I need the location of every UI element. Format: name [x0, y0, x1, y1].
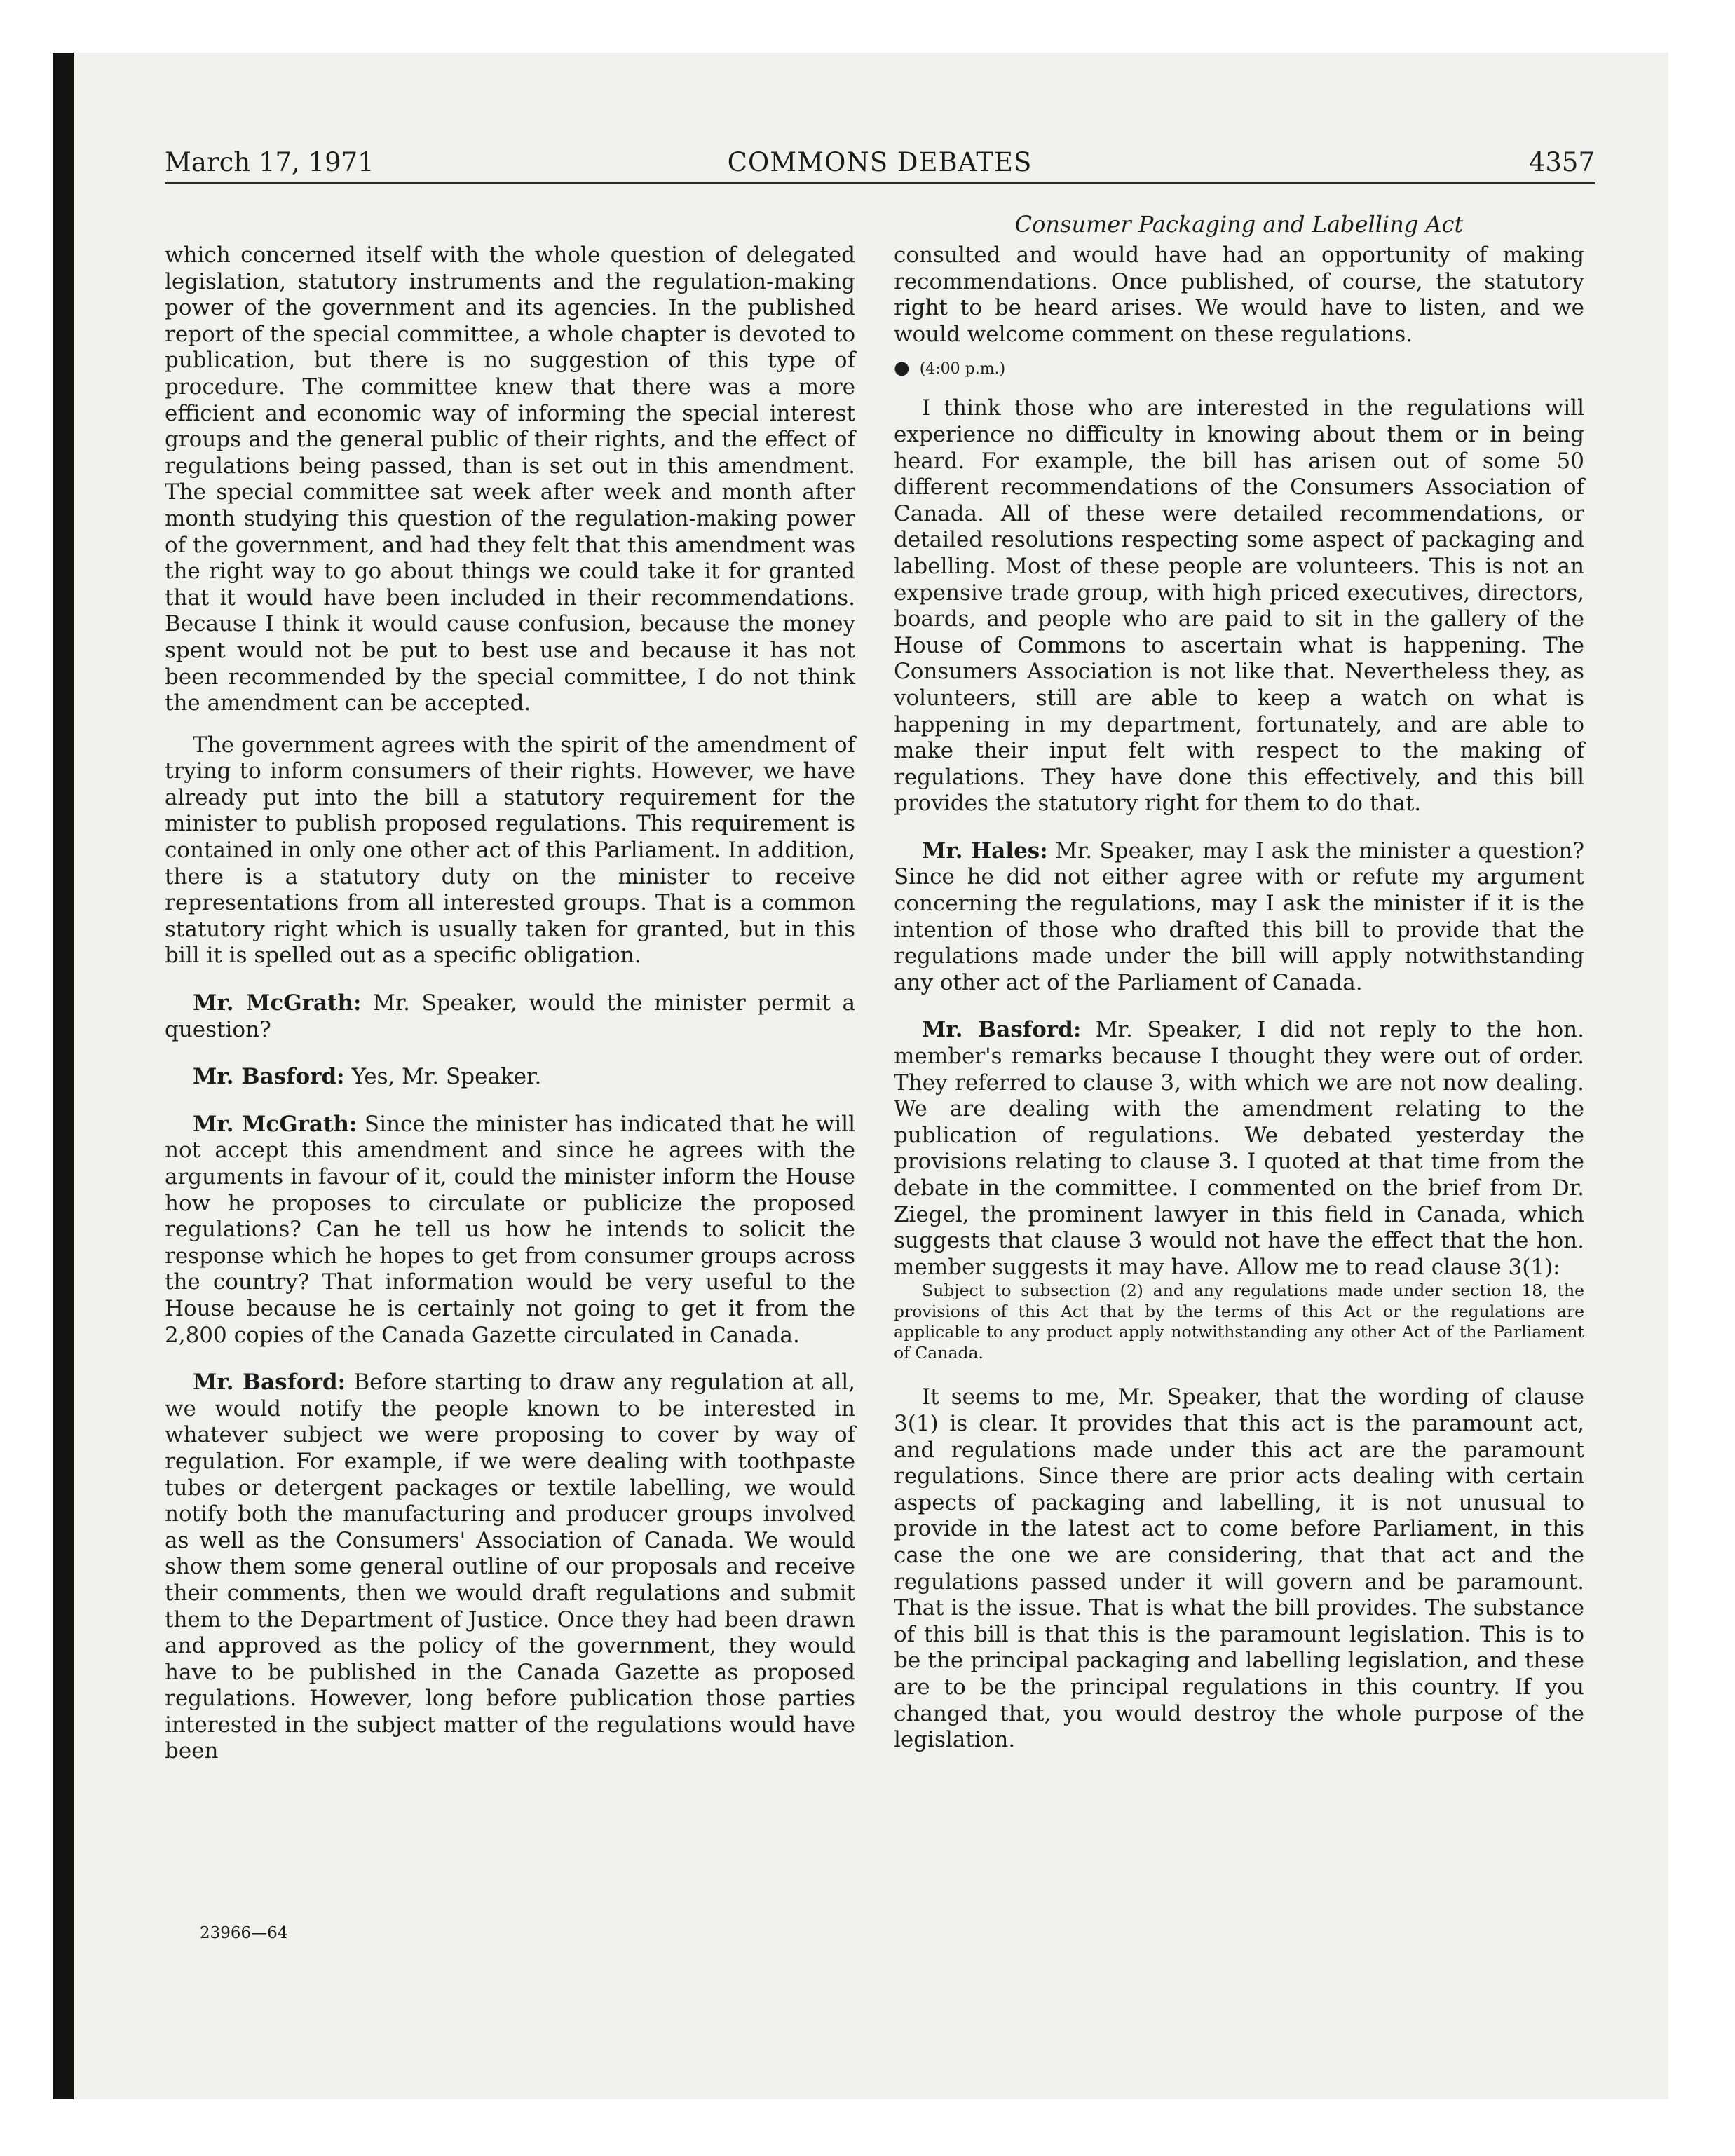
speech	[165, 1370, 855, 1765]
speech	[165, 1112, 855, 1349]
scan-edge	[53, 53, 74, 2099]
quoted-clause: Subject to subsection (2) and any regulations made under section 18, the provisions of this Act that by the terms of this Act or the regulations are applicable to any product apply notwithstanding any other Act of the Parliament of Canada.	[894, 1281, 1584, 1363]
speech	[165, 1064, 855, 1091]
header-title: COMMONS DEBATES	[727, 147, 1033, 177]
speaker-name: Mr. Hales:	[922, 838, 1048, 864]
paragraph: It seems to me, Mr. Speaker, that the wording of clause 3(1) is clear. It provides that this act is the paramount act, and regulations made under this act are the paramount regulations. Since there are prior acts dealing with certain aspects of packaging and labelling, it is not unusual to provide in the latest act to come before Parliament, in this case the one we are considering, that that act and the regulations passed under it will govern and be paramount. That is the issue. That is what the bill provides. The substance of this bill is that this is the paramount legislation. This is to be the principal packaging and labelling legislation, and these are to be the principal regulations in this country. If you changed that, you would destroy the whole purpose of the legislation.	[894, 1384, 1584, 1753]
speech	[894, 838, 1584, 997]
speech-text: Mr. Speaker, may I ask the minister a question? Since he did not either agree with or refute my argument concerning the regulations, may I ask the minister if it is the intention of those who drafted this bill to provide that the regulations made under the bill will apply notwithstanding any other act of the Parliament of Canada.	[894, 838, 1584, 995]
time-marker	[894, 357, 1584, 380]
footer-code: 23966—64	[200, 1924, 288, 1942]
left-column	[165, 243, 855, 1765]
header-page-number: 4357	[1528, 147, 1595, 177]
time-marker-text: (4:00 p.m.)	[919, 360, 1006, 378]
paragraph: The government agrees with the spirit of the amendment of trying to inform consumers of their rights. However, we have already put into the bill a statutory requirement for the minister to publish proposed regulations. This requirement is contained in only one other act of this Parliament. In addition, there is a statutory duty on the minister to receive representations from all interested groups. That is a common statutory right which is usually taken for granted, but in this bill it is spelled out as a specific obligation.	[165, 732, 855, 969]
speech-text: Since the minister has indicated that he will not accept this amendment and since he agrees with the arguments in favour of it, could the minister inform the House how he proposes to circulate or publicize the proposed regulations? Can he tell us how he intends to solicit the response which he hopes to get from consumer groups across the country? That information would be very useful to the House because he is certainly not going to get it from the 2,800 copies of the Canada Gazette circulated in Canada.	[165, 1111, 855, 1348]
speech-text: Before starting to draw any regulation at all, we would notify the people known to be interested in whatever subject we were proposing to cover by way of regulation. For example, if we were dealing with toothpaste tubes or detergent packages or textile labelling, we would notify both the manufacturing and producer groups involved as well as the Consumers' Association of Canada. We would show them some general outline of our proposals and receive their comments, then we would draft regulations and submit them to the Department of Justice. Once they had been drawn and approved as the policy of the government, they would have to be published in the Canada Gazette as proposed regulations. However, long before publication those parties interested in the subject matter of the regulations would have been	[165, 1370, 855, 1764]
speech-text: Yes, Mr. Speaker.	[344, 1064, 542, 1090]
bullet-icon: ●	[894, 357, 910, 379]
page-header	[165, 146, 1595, 184]
speaker-name: Mr. Basford:	[922, 1017, 1082, 1043]
running-head: Consumer Packaging and Labelling Act	[1014, 211, 1464, 238]
speech	[165, 990, 855, 1043]
speaker-name: Mr. Basford:	[193, 1064, 345, 1090]
speech	[894, 1017, 1584, 1281]
paragraph: which concerned itself with the whole question of delegated legislation, statutory instruments and the regulation-making power of the government and its agencies. In the published report of the special committee, a whole chapter is devoted to publication, but there is no suggestion of this type of procedure. The committee knew that there was a more efficient and economic way of informing the special interest groups and the general public of their rights, and the effect of regulations being passed, than is set out in this amendment. The special committee sat week after week and month after month studying this question of the regulation-making power of the government, and had they felt that this amendment was the right way to go about things we could take it for granted that it would have been included in their recommendations. Because I think it would cause confusion, because the money spent would not be put to best use and because it has not been recommended by the special committee, I do not think the amendment can be accepted.	[165, 243, 855, 716]
speaker-name: Mr. Basford:	[193, 1370, 346, 1396]
speech-text: Mr. Speaker, would the minister permit a question?	[165, 990, 855, 1042]
speaker-name: Mr. McGrath:	[193, 990, 362, 1016]
header-date: March 17, 1971	[165, 147, 374, 177]
paragraph: I think those who are interested in the regulations will experience no difficulty in knowing about them or in being heard. For example, the bill has arisen out of some 50 different recommendations of the Consumers Association of Canada. All of these were detailed recommendations, or detailed resolutions respecting some aspect of packaging and labelling. Most of these people are volunteers. This is not an expensive trade group, with high priced executives, directors, boards, and people who are paid to sit in the gallery of the House of Commons to ascertain what is happening. The Consumers Association is not like that. Nevertheless they, as volunteers, still are able to keep a watch on what is happening in my department, fortunately, and are able to make their input felt with respect to the making of regulations. They have done this effectively, and this bill provides the statutory right for them to do that.	[894, 395, 1584, 817]
speech-text: Mr. Speaker, I did not reply to the hon. member's remarks because I thought they were out of order. They referred to clause 3, with which we are not now dealing. We are dealing with the amendment relating to the publication of regulations. We debated yesterday the provisions relating to clause 3. I quoted at that time from the debate in the committee. I commented on the brief from Dr. Ziegel, the prominent lawyer in this field in Canada, which suggests that clause 3 would not have the effect that the hon. member suggests it may have. Allow me to read clause 3(1):	[894, 1017, 1584, 1280]
right-column	[894, 243, 1584, 1754]
speaker-name: Mr. McGrath:	[193, 1111, 358, 1137]
paragraph: consulted and would have had an opportunity of making recommendations. Once published, of course, the statutory right to be heard arises. We would have to listen, and we would welcome comment on these regulations.	[894, 243, 1584, 347]
